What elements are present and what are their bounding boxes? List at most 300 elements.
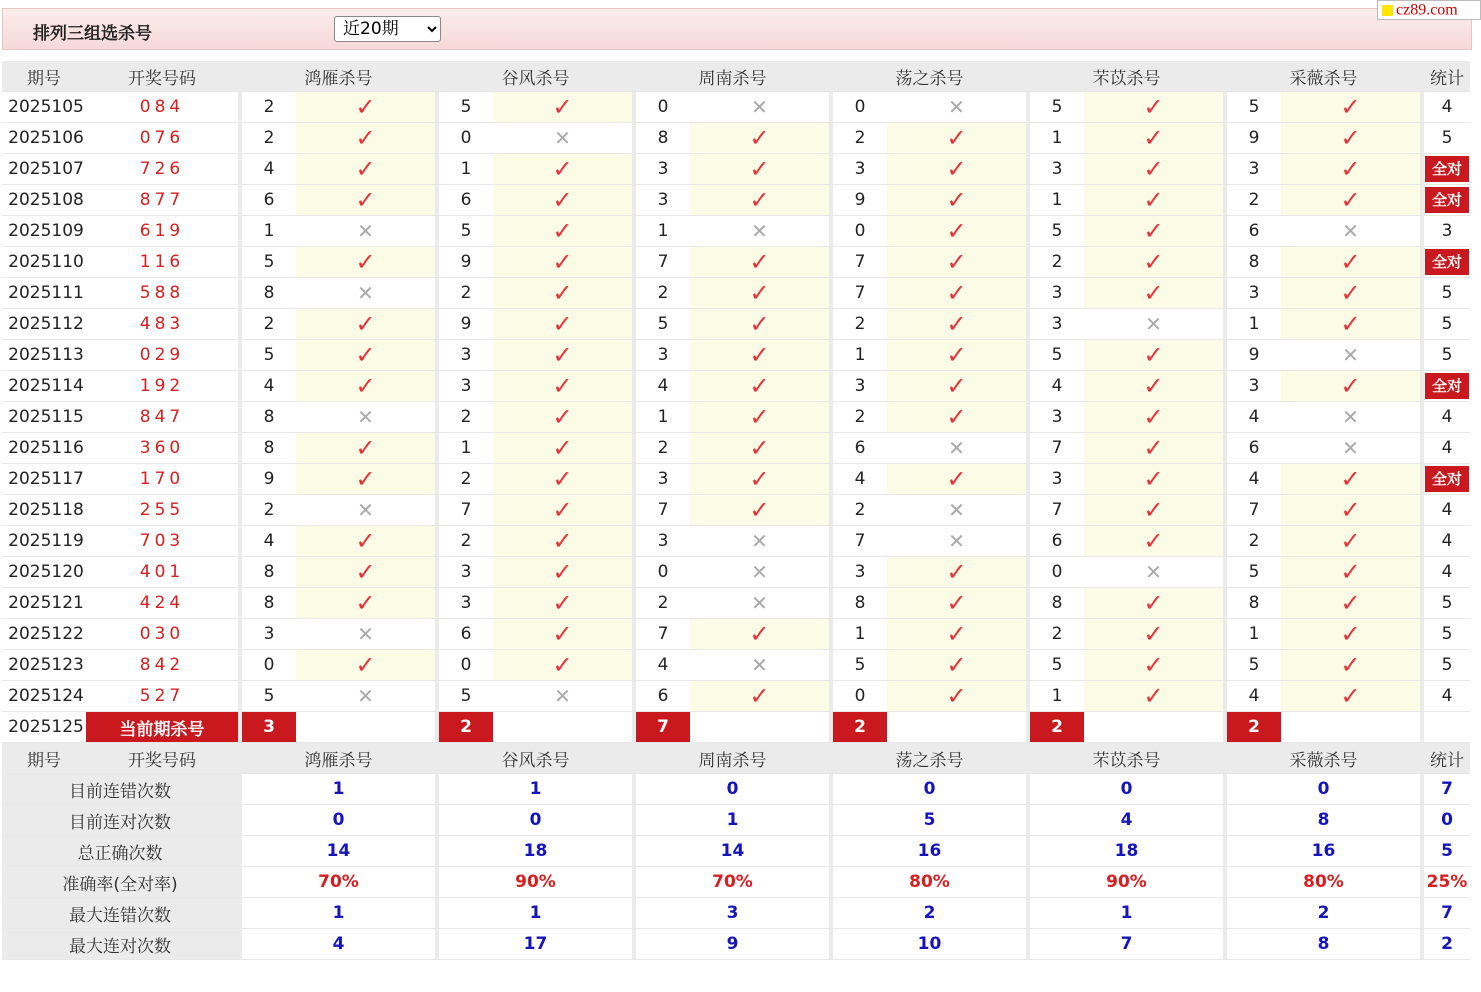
check-icon [690, 681, 829, 712]
row-count: 4 [1424, 433, 1470, 464]
kill-number: 5 [1030, 340, 1084, 371]
kill-number: 6 [1227, 216, 1281, 247]
stat-value: 2 [1227, 898, 1420, 929]
period-select[interactable] [334, 16, 441, 42]
cross-icon [493, 681, 632, 712]
kill-number: 4 [242, 371, 296, 402]
check-icon [690, 433, 829, 464]
check-icon [1281, 154, 1420, 185]
stat-count: 0 [1424, 805, 1470, 836]
stat-value: 0 [439, 805, 632, 836]
stat-count: 7 [1424, 898, 1470, 929]
kill-number: 4 [1030, 371, 1084, 402]
issue-number: 2025118 [2, 495, 86, 526]
kill-number: 4 [1227, 681, 1281, 712]
check-icon [1281, 371, 1420, 402]
check-icon [493, 154, 632, 185]
check-icon [690, 309, 829, 340]
check-icon [887, 650, 1026, 681]
table-row [2, 185, 1470, 216]
check-icon [887, 402, 1026, 433]
kill-number: 2 [242, 495, 296, 526]
stat-value: 18 [439, 836, 632, 867]
kill-number: 7 [636, 495, 690, 526]
cross-icon [690, 650, 829, 681]
kill-number: 3 [833, 154, 887, 185]
cross-icon [1084, 309, 1223, 340]
table-row [2, 433, 1470, 464]
stat-value: 10 [833, 929, 1026, 960]
header-expert: 鸿雁杀号 [242, 743, 435, 774]
stat-value: 1 [636, 805, 829, 836]
stat-value: 5 [833, 805, 1026, 836]
check-icon [296, 340, 435, 371]
kill-number: 1 [242, 216, 296, 247]
header-issue: 期号 [2, 743, 86, 774]
cross-icon [887, 92, 1026, 123]
issue-number: 2025121 [2, 588, 86, 619]
draw-number: 877 [86, 185, 238, 216]
row-count: 5 [1424, 340, 1470, 371]
kill-number: 0 [439, 650, 493, 681]
check-icon [887, 154, 1026, 185]
stat-label: 最大连对次数 [2, 929, 238, 960]
cross-icon [690, 216, 829, 247]
kill-number: 9 [1227, 340, 1281, 371]
kill-number: 2 [636, 278, 690, 309]
stat-value: 90% [1030, 867, 1223, 898]
kill-number: 7 [1227, 495, 1281, 526]
stat-count: 25% [1424, 867, 1470, 898]
header-expert: 采薇杀号 [1227, 743, 1420, 774]
stat-value: 1 [242, 774, 435, 805]
kill-number: 2 [1227, 185, 1281, 216]
current-kill-number: 7 [636, 712, 690, 743]
check-icon [887, 278, 1026, 309]
check-icon [493, 278, 632, 309]
check-icon [493, 464, 632, 495]
table-row [2, 650, 1470, 681]
kill-number: 0 [439, 123, 493, 154]
current-period-row [2, 712, 1470, 743]
header-expert: 周南杀号 [636, 743, 829, 774]
check-icon [493, 92, 632, 123]
check-icon [493, 495, 632, 526]
kill-number: 5 [439, 92, 493, 123]
stats-row [2, 774, 1470, 805]
kill-number: 3 [1227, 154, 1281, 185]
issue-number: 2025110 [2, 247, 86, 278]
stat-value: 1 [439, 774, 632, 805]
stat-label: 目前连对次数 [2, 805, 238, 836]
issue-number: 2025115 [2, 402, 86, 433]
issue-number: 2025106 [2, 123, 86, 154]
table-row [2, 247, 1470, 278]
all-correct-badge: 全对 [1425, 466, 1469, 492]
kill-number: 5 [1227, 92, 1281, 123]
issue-number: 2025116 [2, 433, 86, 464]
kill-number: 3 [242, 619, 296, 650]
stat-count: 2 [1424, 929, 1470, 960]
kill-number: 3 [439, 371, 493, 402]
draw-number: 360 [86, 433, 238, 464]
kill-number: 7 [833, 278, 887, 309]
kill-number: 0 [636, 92, 690, 123]
check-icon [493, 185, 632, 216]
current-kill-number: 2 [1227, 712, 1281, 743]
stat-value: 4 [1030, 805, 1223, 836]
kill-number: 2 [833, 309, 887, 340]
cross-icon [296, 495, 435, 526]
logo-square-icon [1382, 5, 1393, 16]
kill-number: 6 [242, 185, 296, 216]
check-icon [1281, 495, 1420, 526]
check-icon [1084, 526, 1223, 557]
header-issue: 期号 [2, 61, 86, 92]
kill-number: 5 [242, 247, 296, 278]
draw-number: 483 [86, 309, 238, 340]
check-icon [493, 650, 632, 681]
kill-number: 3 [1030, 464, 1084, 495]
stat-value: 1 [1030, 898, 1223, 929]
kill-number: 5 [242, 681, 296, 712]
kill-number: 2 [1227, 526, 1281, 557]
cross-icon [690, 588, 829, 619]
check-icon [690, 154, 829, 185]
check-icon [1281, 650, 1420, 681]
kill-number: 2 [439, 464, 493, 495]
kill-number: 8 [1030, 588, 1084, 619]
row-count [1424, 247, 1470, 278]
check-icon [887, 681, 1026, 712]
row-count: 4 [1424, 495, 1470, 526]
row-count: 5 [1424, 123, 1470, 154]
stats-row [2, 898, 1470, 929]
check-icon [887, 588, 1026, 619]
header-expert: 谷风杀号 [439, 743, 632, 774]
stat-label: 最大连错次数 [2, 898, 238, 929]
check-icon [690, 402, 829, 433]
check-icon [296, 588, 435, 619]
kill-number: 0 [833, 216, 887, 247]
kill-number: 4 [833, 464, 887, 495]
issue-number: 2025112 [2, 309, 86, 340]
check-icon [1281, 92, 1420, 123]
cross-icon [690, 526, 829, 557]
site-logo[interactable] [1377, 0, 1481, 20]
check-icon [1084, 588, 1223, 619]
kill-number: 3 [1227, 371, 1281, 402]
stat-value: 3 [636, 898, 829, 929]
empty-cell [1281, 712, 1420, 743]
draw-number: 030 [86, 619, 238, 650]
check-icon [1281, 526, 1420, 557]
stat-label: 准确率(全对率) [2, 867, 238, 898]
issue-number: 2025117 [2, 464, 86, 495]
row-count: 5 [1424, 309, 1470, 340]
check-icon [296, 464, 435, 495]
check-icon [296, 526, 435, 557]
all-correct-badge: 全对 [1425, 249, 1469, 275]
kill-number: 8 [636, 123, 690, 154]
kill-number: 6 [1030, 526, 1084, 557]
cross-icon [887, 495, 1026, 526]
check-icon [1084, 650, 1223, 681]
kill-number: 8 [833, 588, 887, 619]
row-count [1424, 371, 1470, 402]
check-icon [1084, 681, 1223, 712]
kill-number: 7 [833, 526, 887, 557]
row-count: 4 [1424, 526, 1470, 557]
kill-number: 8 [242, 278, 296, 309]
draw-number: 619 [86, 216, 238, 247]
check-icon [296, 371, 435, 402]
stat-value: 0 [242, 805, 435, 836]
kill-number: 3 [636, 340, 690, 371]
draw-number: 029 [86, 340, 238, 371]
row-count [1424, 154, 1470, 185]
issue-number: 2025124 [2, 681, 86, 712]
header-expert: 芣苡杀号 [1030, 743, 1223, 774]
kill-number: 1 [1030, 123, 1084, 154]
check-icon [493, 433, 632, 464]
row-count: 4 [1424, 402, 1470, 433]
kill-number: 2 [833, 123, 887, 154]
check-icon [296, 154, 435, 185]
kill-number: 7 [1030, 495, 1084, 526]
header-expert: 谷风杀号 [439, 61, 632, 92]
kill-number: 0 [242, 650, 296, 681]
kill-number: 0 [636, 557, 690, 588]
kill-number: 6 [439, 185, 493, 216]
check-icon [1281, 557, 1420, 588]
check-icon [493, 557, 632, 588]
stat-value: 14 [636, 836, 829, 867]
check-icon [493, 216, 632, 247]
stat-value: 1 [242, 898, 435, 929]
empty-cell [296, 712, 435, 743]
stat-value: 0 [833, 774, 1026, 805]
check-icon [690, 371, 829, 402]
check-icon [296, 92, 435, 123]
row-count: 4 [1424, 681, 1470, 712]
check-icon [1281, 681, 1420, 712]
kill-number: 3 [636, 154, 690, 185]
check-icon [296, 123, 435, 154]
check-icon [1281, 123, 1420, 154]
kill-number: 5 [833, 650, 887, 681]
kill-number: 1 [1227, 309, 1281, 340]
kill-number: 1 [1030, 185, 1084, 216]
kill-number: 2 [833, 402, 887, 433]
all-correct-badge: 全对 [1425, 373, 1469, 399]
check-icon [690, 247, 829, 278]
kill-number: 3 [1030, 154, 1084, 185]
draw-number: 842 [86, 650, 238, 681]
kill-number: 3 [439, 557, 493, 588]
issue-number: 2025107 [2, 154, 86, 185]
table-row [2, 92, 1470, 123]
check-icon [493, 340, 632, 371]
check-icon [493, 588, 632, 619]
row-count: 4 [1424, 92, 1470, 123]
table-row [2, 681, 1470, 712]
kill-number: 5 [636, 309, 690, 340]
stat-value: 2 [833, 898, 1026, 929]
check-icon [493, 247, 632, 278]
draw-number: 192 [86, 371, 238, 402]
stat-value: 14 [242, 836, 435, 867]
table-row [2, 402, 1470, 433]
table-row [2, 495, 1470, 526]
kill-number: 8 [242, 433, 296, 464]
kill-number: 8 [242, 588, 296, 619]
row-count: 5 [1424, 278, 1470, 309]
table-row [2, 278, 1470, 309]
cross-icon [296, 216, 435, 247]
table-row [2, 309, 1470, 340]
draw-number: 076 [86, 123, 238, 154]
row-count [1424, 464, 1470, 495]
check-icon [1084, 185, 1223, 216]
table-row [2, 588, 1470, 619]
kill-number: 9 [439, 247, 493, 278]
header-expert: 荡之杀号 [833, 61, 1026, 92]
cross-icon [1084, 557, 1223, 588]
current-kill-number: 2 [833, 712, 887, 743]
header-draw: 开奖号码 [86, 743, 238, 774]
check-icon [1281, 247, 1420, 278]
kill-number: 4 [636, 650, 690, 681]
cross-icon [1281, 340, 1420, 371]
check-icon [296, 650, 435, 681]
kill-number: 1 [833, 340, 887, 371]
check-icon [887, 340, 1026, 371]
current-kill-number: 2 [439, 712, 493, 743]
check-icon [493, 526, 632, 557]
kill-number: 1 [1030, 681, 1084, 712]
kill-number: 2 [1030, 247, 1084, 278]
kill-number: 2 [439, 402, 493, 433]
kill-number: 6 [833, 433, 887, 464]
stat-value: 0 [1227, 774, 1420, 805]
kill-number: 9 [439, 309, 493, 340]
kill-number: 1 [636, 402, 690, 433]
check-icon [887, 371, 1026, 402]
cross-icon [1281, 402, 1420, 433]
kill-number: 6 [439, 619, 493, 650]
header-expert: 周南杀号 [636, 61, 829, 92]
check-icon [296, 557, 435, 588]
page-title: 排列三组选杀号 [33, 24, 152, 44]
check-icon [1281, 185, 1420, 216]
stat-value: 0 [636, 774, 829, 805]
issue-number: 2025113 [2, 340, 86, 371]
issue-number: 2025105 [2, 92, 86, 123]
kill-number: 4 [1227, 464, 1281, 495]
kill-number: 3 [636, 526, 690, 557]
check-icon [887, 247, 1026, 278]
kill-number: 5 [1030, 92, 1084, 123]
header-row [2, 61, 1470, 92]
check-icon [296, 185, 435, 216]
draw-number: 588 [86, 278, 238, 309]
stat-value: 70% [636, 867, 829, 898]
stat-value: 7 [1030, 929, 1223, 960]
cross-icon [887, 433, 1026, 464]
table-row [2, 371, 1470, 402]
check-icon [1084, 247, 1223, 278]
check-icon [493, 309, 632, 340]
row-count: 3 [1424, 216, 1470, 247]
kill-number: 3 [1030, 278, 1084, 309]
table-row [2, 464, 1470, 495]
stat-label: 总正确次数 [2, 836, 238, 867]
stat-value: 9 [636, 929, 829, 960]
all-correct-badge: 全对 [1425, 187, 1469, 213]
kill-number: 7 [636, 247, 690, 278]
logo-text: cz89.com [1396, 1, 1458, 19]
kill-number: 3 [1227, 278, 1281, 309]
stat-label: 目前连错次数 [2, 774, 238, 805]
draw-number: 084 [86, 92, 238, 123]
kill-number: 8 [1227, 588, 1281, 619]
empty-cell [887, 712, 1026, 743]
stat-value: 8 [1227, 929, 1420, 960]
check-icon [887, 185, 1026, 216]
draw-number: 401 [86, 557, 238, 588]
draw-number: 726 [86, 154, 238, 185]
kill-number: 9 [833, 185, 887, 216]
check-icon [296, 309, 435, 340]
issue-number: 2025114 [2, 371, 86, 402]
cross-icon [690, 92, 829, 123]
kill-number: 8 [1227, 247, 1281, 278]
header-count: 统计 [1424, 61, 1470, 92]
kill-number: 2 [439, 278, 493, 309]
current-kill-number: 2 [1030, 712, 1084, 743]
kill-number: 4 [242, 526, 296, 557]
kill-number: 5 [1227, 650, 1281, 681]
kill-number: 0 [1030, 557, 1084, 588]
kill-number: 7 [833, 247, 887, 278]
stat-value: 18 [1030, 836, 1223, 867]
header-count: 统计 [1424, 743, 1470, 774]
row-count: 4 [1424, 557, 1470, 588]
check-icon [690, 123, 829, 154]
check-icon [1084, 340, 1223, 371]
check-icon [1281, 278, 1420, 309]
header-expert: 采薇杀号 [1227, 61, 1420, 92]
draw-number: 424 [86, 588, 238, 619]
check-icon [690, 619, 829, 650]
kill-number-table [2, 61, 1470, 960]
cross-icon [296, 278, 435, 309]
kill-number: 5 [1030, 216, 1084, 247]
kill-number: 2 [242, 92, 296, 123]
stats-row [2, 836, 1470, 867]
kill-number: 6 [636, 681, 690, 712]
top-bar [2, 8, 1472, 50]
cross-icon [1281, 216, 1420, 247]
issue-number: 2025109 [2, 216, 86, 247]
check-icon [1281, 588, 1420, 619]
check-icon [887, 309, 1026, 340]
kill-number: 1 [636, 216, 690, 247]
check-icon [1084, 402, 1223, 433]
empty-cell [1424, 712, 1470, 743]
check-icon [1084, 123, 1223, 154]
